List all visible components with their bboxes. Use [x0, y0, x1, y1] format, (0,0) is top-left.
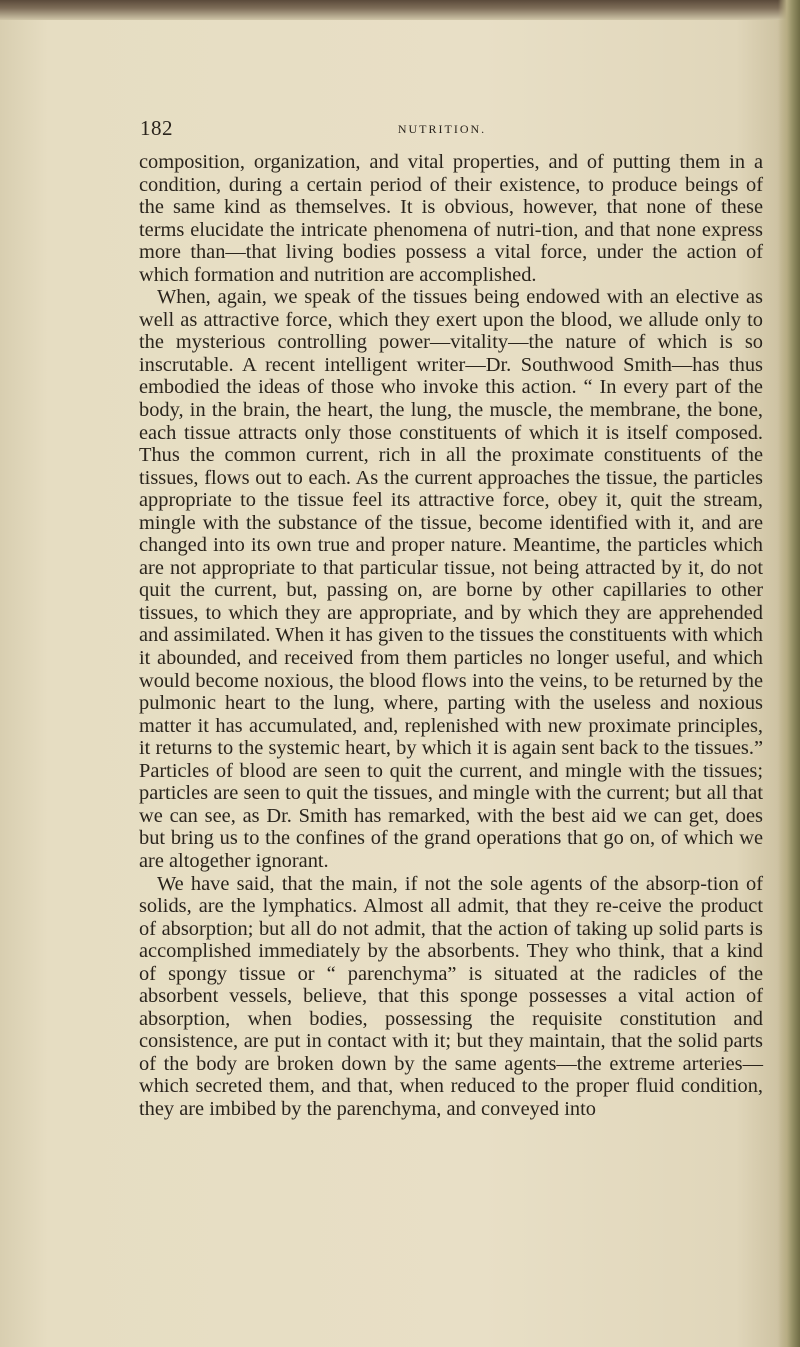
page-top-edge	[0, 0, 800, 20]
body-text	[139, 151, 763, 1121]
paragraph-1: composition, organization, and vital properties, and of putting them in a condition, during a certain period of their existence, to produce beings of the same kind as themselves. It is obvious, however, that none of these terms elucidate the intricate phenomena of nutri-tion, and that none express more than—that living bodies possess a vital force, under the action of which formation and nutrition are accomplished.	[139, 151, 763, 286]
page-number: 182	[140, 116, 173, 140]
paragraph-2: When, again, we speak of the tissues being endowed with an elective as well as attractive force, which they exert upon the blood, we allude only to the mysterious controlling power—vitality—the nature of which is so inscrutable. A recent intelligent writer—Dr. Southwood Smith—has thus embodied the ideas of those who invoke this action. “ In every part of the body, in the brain, the heart, the lung, the muscle, the membrane, the bone, each tissue attracts only those constituents of which it is itself composed. Thus the common current, rich in all the proximate constituents of the tissues, flows out to each. As the current approaches the tissue, the particles appropriate to the tissue feel its attractive force, obey it, quit the stream, mingle with the substance of the tissue, become identified with it, and are changed into its own true and proper nature. Meantime, the particles which are not appropriate to that particular tissue, not being attracted by it, do not quit the current, but, passing on, are borne by other capillaries to other tissues, to which they are appropriate, and by which they are apprehended and assimilated. When it has given to the tissues the constituents with which it abounded, and received from them particles no longer useful, and which would become noxious, the blood flows into the veins, to be returned by the pulmonic heart to the lung, where, parting with the useless and noxious matter it has accumulated, and, replenished with new proximate principles, it returns to the systemic heart, by which it is again sent back to the tissues.” Particles of blood are seen to quit the current, and mingle with the tissues; particles are seen to quit the tissues, and mingle with the current; but all that we can see, as Dr. Smith has remarked, with the best aid we can get, does but bring us to the confines of the grand operations that go on, of which we are altogether ignorant.	[139, 286, 763, 872]
page-binding-edge	[778, 0, 800, 1347]
paragraph-3: We have said, that the main, if not the sole agents of the absorp-tion of solids, are the lymphatics. Almost all admit, that they re-ceive the product of absorption; but all do not admit, that the action of taking up solid parts is accomplished immediately by the absorbents. They who think, that a kind of spongy tissue or “ parenchyma” is situated at the radicles of the absorbent vessels, believe, that this sponge possesses a vital action of absorption, when bodies, possessing the requisite constitution and consistence, are put in contact with it; but they maintain, that the solid parts of the body are broken down by the same agents—the extreme arteries—which secreted them, and that, when reduced to the proper fluid condition, they are imbibed by the parenchyma, and conveyed into	[139, 872, 763, 1120]
running-head: NUTRITION.	[397, 122, 487, 136]
page-header	[140, 116, 760, 142]
